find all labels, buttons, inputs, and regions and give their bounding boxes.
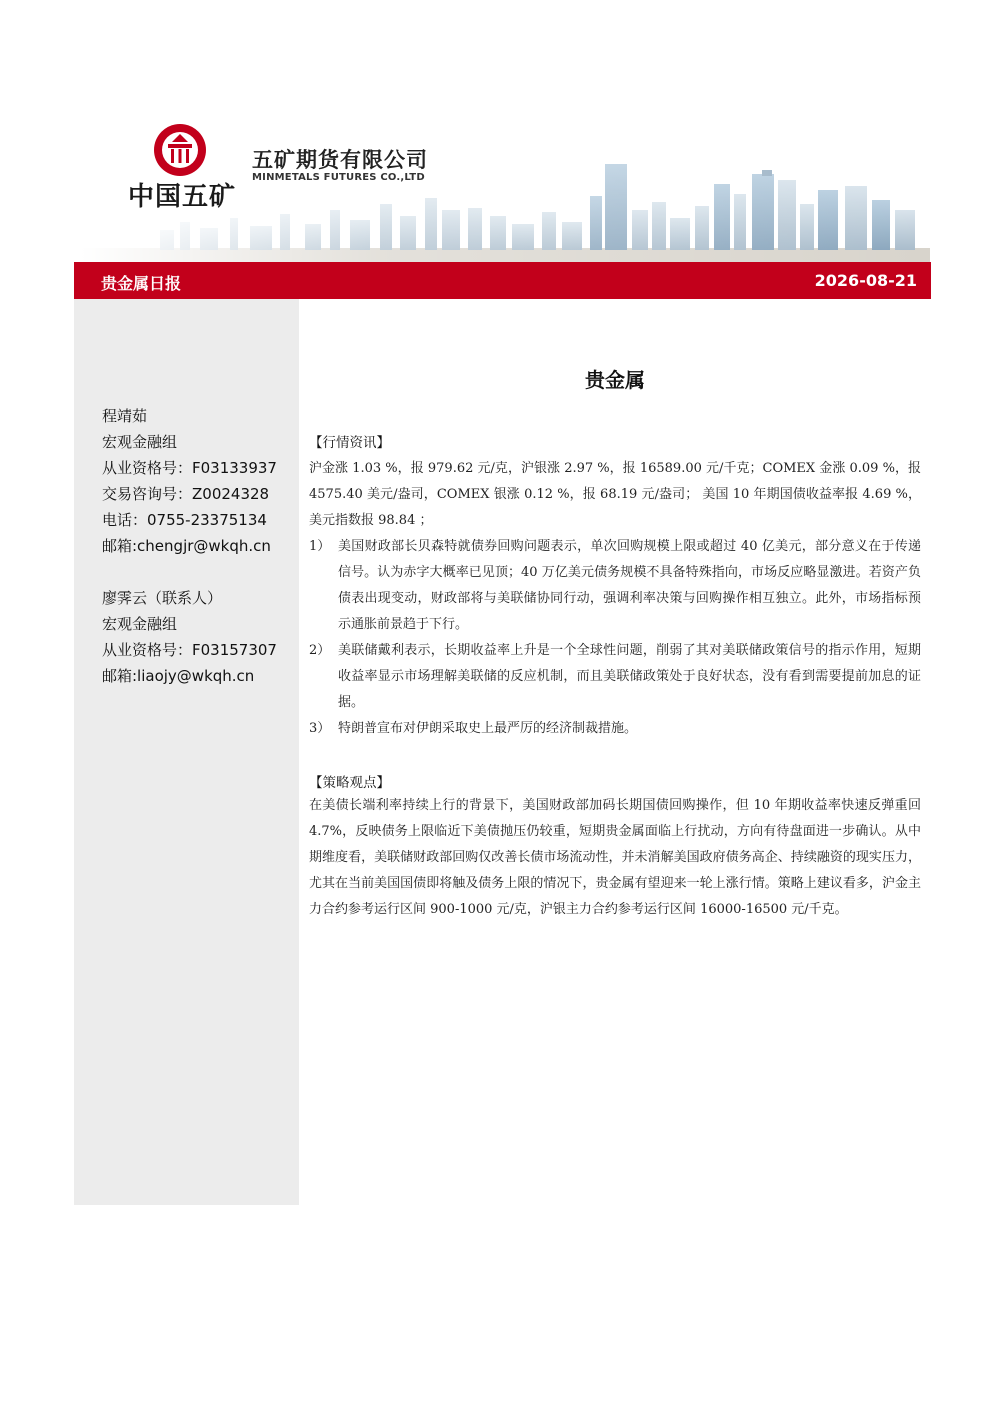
analyst-email: 邮箱:chengjr@wkqh.cn — [102, 537, 271, 555]
analyst-phone: 电话：0755-23375134 — [102, 511, 267, 529]
company-name-cn: 五矿期货有限公司 — [252, 148, 428, 172]
company-name-en: MINMETALS FUTURES CO.,LTD — [252, 172, 425, 183]
analyst-name: 廖霁云（联系人） — [102, 589, 223, 607]
market-section-heading: 【行情资讯】 — [309, 435, 390, 451]
market-summary: 沪金涨 1.03 %，报 979.62 元/克，沪银涨 2.97 %，报 16589.00 元/千克；COMEX 金涨 0.09 %，报 4575.40 美元/盎司，COMEX 银涨 0.12 %，报 68.19 元/盎司； 美国 10 年期国债收益率报 4.69 %，美元指数报 98.84 ； — [309, 461, 921, 528]
group-logo-text: 中国五矿 — [128, 182, 237, 212]
report-type-title: 贵金属日报 — [101, 274, 182, 293]
list-item-text: 美国财政部长贝森特就债券回购问题表示，单次回购规模上限或超过 40 亿美元，部分意义在于传递信号。认为赤字大概率已见顶；40 万亿美元债务规模不具备特殊指向，市场反应略显激进。若资产负债表出现变动，财政部将与美联储协同行动，强调利率决策与回购操作相互独立。此外，市场指标预示通胀前景趋于下行。 — [338, 539, 921, 632]
analyst-qualification: 从业资格号：F03157307 — [102, 641, 277, 659]
list-item — [309, 638, 921, 716]
report-banner — [74, 262, 931, 299]
list-item-text: 特朗普宣布对伊朗采取史上最严厉的经济制裁措施。 — [338, 721, 638, 736]
list-item — [309, 716, 921, 742]
analyst-card — [102, 585, 277, 689]
analyst-dept: 宏观金融组 — [102, 433, 178, 451]
list-item-number: 1） — [309, 539, 331, 554]
page-title: 贵金属 — [585, 368, 645, 392]
analyst-email: 邮箱:liaojy@wkqh.cn — [102, 667, 255, 685]
analyst-sidebar — [74, 299, 299, 1205]
analyst-qualification: 从业资格号：F03133937 — [102, 459, 277, 477]
report-date: 2026-08-21 — [814, 271, 917, 290]
analyst-card — [102, 403, 277, 559]
list-item-text: 美联储戴利表示，长期收益率上升是一个全球性问题，削弱了其对美联储政策信号的指示作用，短期收益率显示市场理解美联储的反应机制，而且美联储政策处于良好状态，没有看到需要提前加息的证据。 — [338, 643, 921, 710]
analyst-name: 程靖茹 — [102, 407, 148, 425]
list-item — [309, 534, 921, 638]
minmetals-logo-icon — [152, 122, 208, 178]
analyst-consult-number: 交易咨询号：Z0024328 — [102, 485, 270, 503]
strategy-text: 在美债长端利率持续上行的背景下，美国财政部加码长期国债回购操作，但 10 年期收益率快速反弹重回 4.7%，反映债务上限临近下美债抛压仍较重，短期贵金属面临上行扰动，方向有待盘面进一步确认。从中期维度看，美联储财政部回购仅改善长债市场流动性，并未消解美国政府债务高企、持续融资的现实压力，尤其在当前美国国债即将触及债务上限的情况下，贵金属有望迎来一轮上涨行情。策略上建议看多，沪金主力合约参考运行区间 900-1000 元/克，沪银主力合约参考运行区间 16000-16500 元/千克。 — [309, 798, 921, 917]
strategy-section-heading: 【策略观点】 — [309, 775, 390, 791]
news-list — [309, 534, 921, 742]
report-header — [0, 0, 992, 262]
list-item-number: 3） — [309, 721, 331, 736]
analyst-dept: 宏观金融组 — [102, 615, 178, 633]
list-item-number: 2） — [309, 643, 331, 658]
